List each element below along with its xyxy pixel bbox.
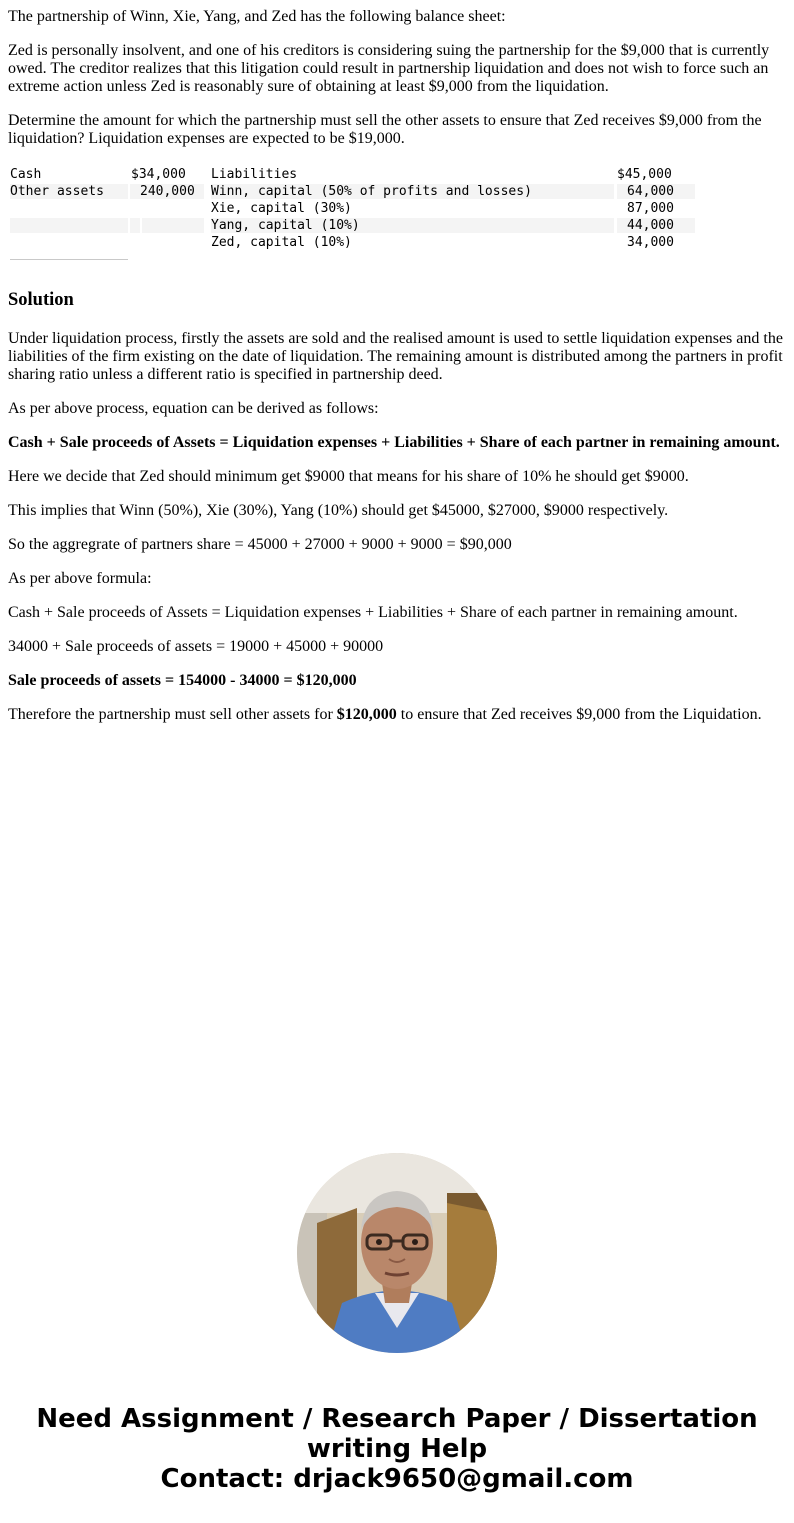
solution-paragraph-6: So the aggregrate of partners share = 45000 + 27000 + 9000 + 9000 = $90,000 — [8, 536, 512, 553]
author-photo — [297, 1153, 497, 1353]
solution-paragraph-1: Under liquidation process, firstly the assets are sold and the realised amount is used to settle liquidation expenses and the liabilities of the firm existing on the date of liquidation. The remaining amount is distributed among the partners in profit sharing ratio unless a different ratio is specified in partnership deed. — [8, 330, 783, 383]
balance-row — [8, 200, 698, 217]
promo-line-2: writing Help — [306, 1434, 488, 1464]
solution-paragraph-5: This implies that Winn (50%), Xie (30%), Yang (10%) should get $45000, $27000, $9000 respectively. — [8, 502, 669, 519]
solution-paragraph-9: 34000 + Sale proceeds of assets = 19000 + 45000 + 90000 — [8, 638, 384, 655]
equity-label: Xie, capital (30%) — [211, 201, 352, 216]
solution-equation-bold: Cash + Sale proceeds of Assets = Liquidation expenses + Liabilities + Share of each partner in remaining amount. — [8, 434, 780, 451]
total-underline — [10, 259, 128, 260]
balance-row — [8, 166, 698, 183]
asset-label: Cash — [10, 167, 42, 182]
balance-row — [8, 234, 698, 251]
balance-sheet — [8, 166, 698, 251]
asset-amount: 240,000 — [140, 184, 195, 199]
solution-result-bold: Sale proceeds of assets = 154000 - 34000 = $120,000 — [8, 672, 357, 689]
promo-line-1: Need Assignment / Research Paper / Dissertation — [36, 1404, 758, 1434]
equity-label: Winn, capital (50% of profits and losses) — [211, 184, 532, 199]
equity-amount: 87,000 — [627, 201, 674, 216]
conclusion-pre: Therefore the partnership must sell other assets for — [8, 706, 337, 723]
solution-paragraph-4: Here we decide that Zed should minimum get $9000 that means for his share of 10% he should get $9000. — [8, 468, 689, 485]
solution-paragraph-7: As per above formula: — [8, 570, 152, 587]
conclusion-post: to ensure that Zed receives $9,000 from the Liquidation. — [396, 706, 762, 723]
asset-label: Other assets — [10, 184, 104, 199]
question-intro: The partnership of Winn, Xie, Yang, and Zed has the following balance sheet: — [8, 8, 506, 25]
promo-banner — [0, 1404, 794, 1494]
conclusion-amount: $120,000 — [336, 706, 397, 723]
promo-contact: Contact: drjack9650@gmail.com — [160, 1464, 634, 1494]
equity-label: Liabilities — [211, 167, 298, 182]
equity-amount: 44,000 — [627, 218, 674, 233]
solution-paragraph-8: Cash + Sale proceeds of Assets = Liquidation expenses + Liabilities + Share of each partner in remaining amount. — [8, 604, 738, 621]
equity-amount: 64,000 — [627, 184, 674, 199]
author-avatar — [297, 1153, 497, 1353]
question-paragraph-3: Determine the amount for which the partnership must sell the other assets to ensure that Zed receives $9,000 from the liquidation? Liquidation expenses are expected to be $19,000. — [8, 112, 762, 147]
equity-label: Yang, capital (10%) — [211, 218, 360, 233]
balance-row — [8, 183, 698, 200]
solution-heading: Solution — [8, 290, 74, 310]
solution-paragraph-2: As per above process, equation can be derived as follows: — [8, 400, 379, 417]
equity-amount: 34,000 — [627, 235, 674, 250]
balance-row — [8, 217, 698, 234]
asset-amount: $34,000 — [131, 167, 186, 182]
equity-label: Zed, capital (10%) — [211, 235, 352, 250]
solution-conclusion — [8, 706, 762, 724]
equity-amount: $45,000 — [617, 167, 672, 182]
question-paragraph-2: Zed is personally insolvent, and one of his creditors is considering suing the partnership for the $9,000 that is currently owed. The creditor realizes that this litigation could result in partnership liquidation and does not wish to force such an extreme action unless Zed is reasonably sure of obtaining at least $9,000 from the liquidation. — [8, 42, 770, 95]
